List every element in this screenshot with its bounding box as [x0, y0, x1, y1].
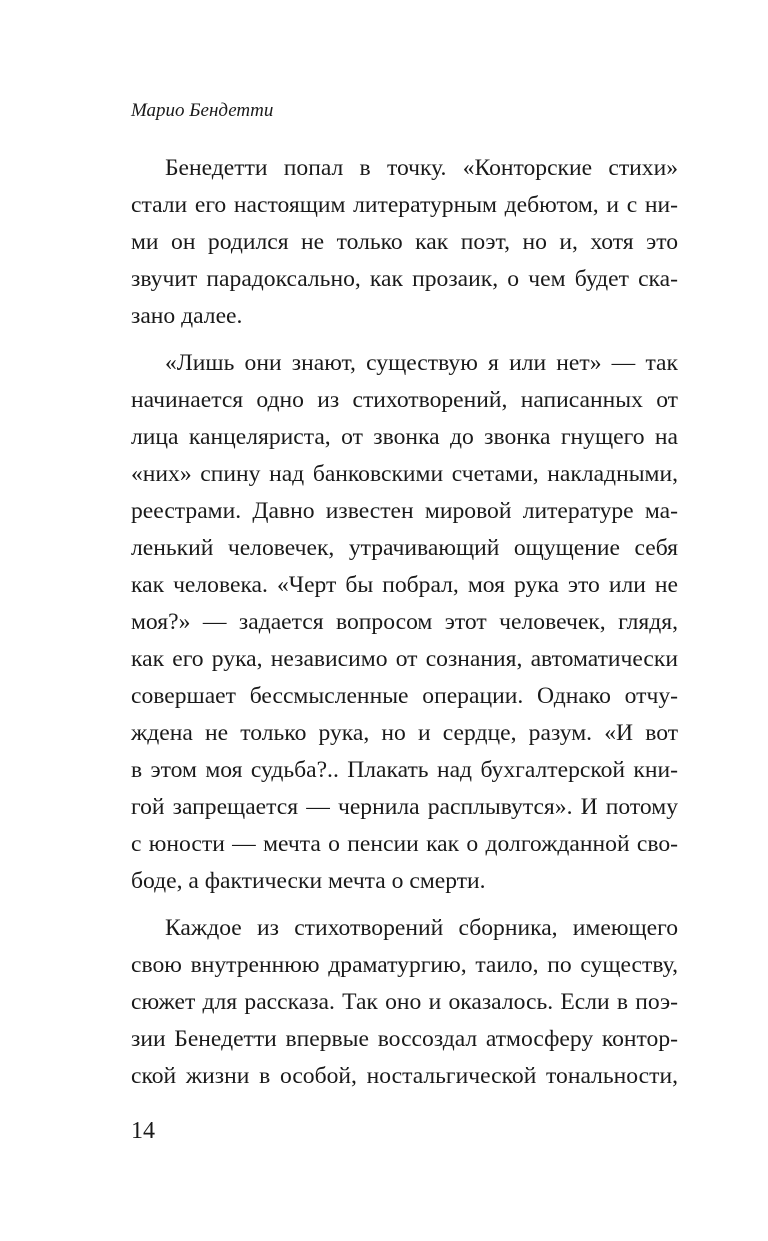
text-line: стали его настоящим литературным дебютом, и с ни- [131, 192, 678, 218]
text-line: реестрами. Давно известен мировой литературе ма- [131, 498, 678, 524]
text-line: зии Бенедетти впервые воссоздал атмосферу контор- [131, 1026, 678, 1052]
body-text [131, 150, 678, 1105]
text-line: Бенедетти попал в точку. «Конторские стихи» [165, 155, 678, 181]
paragraph [131, 345, 678, 900]
text-line: гой запрещается — чернила расплывутся». И потому [131, 794, 678, 820]
text-line: в этом моя судьба?.. Плакать над бухгалтерской кни- [131, 757, 678, 783]
text-line: ми он родился не только как поэт, но и, хотя это [131, 229, 678, 255]
text-line: боде, а фактически мечта о смерти. [131, 868, 486, 894]
text-line: лица канцеляриста, от звонка до звонка гнущего на [131, 424, 678, 450]
text-line: с юности — мечта о пенсии как о долгожданной сво- [131, 831, 678, 857]
running-head: Марио Бендетти [131, 100, 274, 121]
text-line: ждена не только рука, но и сердце, разум. «И вот [131, 720, 678, 746]
text-line: Каждое из стихотворений сборника, имеющего [165, 915, 678, 941]
paragraph [131, 150, 678, 335]
text-line: как его рука, независимо от сознания, автоматически [131, 646, 678, 672]
text-line: «Лишь они знают, существую я или нет» — так [165, 350, 678, 376]
text-line: зано далее. [131, 303, 243, 329]
text-line: звучит парадоксально, как прозаик, о чем будет ска- [131, 266, 678, 292]
paragraph [131, 910, 678, 1095]
text-line: моя?» — задается вопросом этот человечек, глядя, [131, 609, 678, 635]
page-number: 14 [131, 1118, 155, 1144]
text-line: свою внутреннюю драматургию, таило, по существу, [131, 952, 678, 978]
text-line: «них» спину над банковскими счетами, накладными, [131, 461, 678, 487]
text-line: совершает бессмысленные операции. Однако отчу- [131, 683, 678, 709]
text-line: как человека. «Черт бы побрал, моя рука это или не [131, 572, 678, 598]
text-line: начинается одно из стихотворений, написанных от [131, 387, 678, 413]
text-line: ленький человечек, утрачивающий ощущение себя [131, 535, 678, 561]
text-line: сюжет для рассказа. Так оно и оказалось. Если в поэ- [131, 989, 678, 1015]
text-line: ской жизни в особой, ностальгической тональности, [131, 1063, 678, 1089]
